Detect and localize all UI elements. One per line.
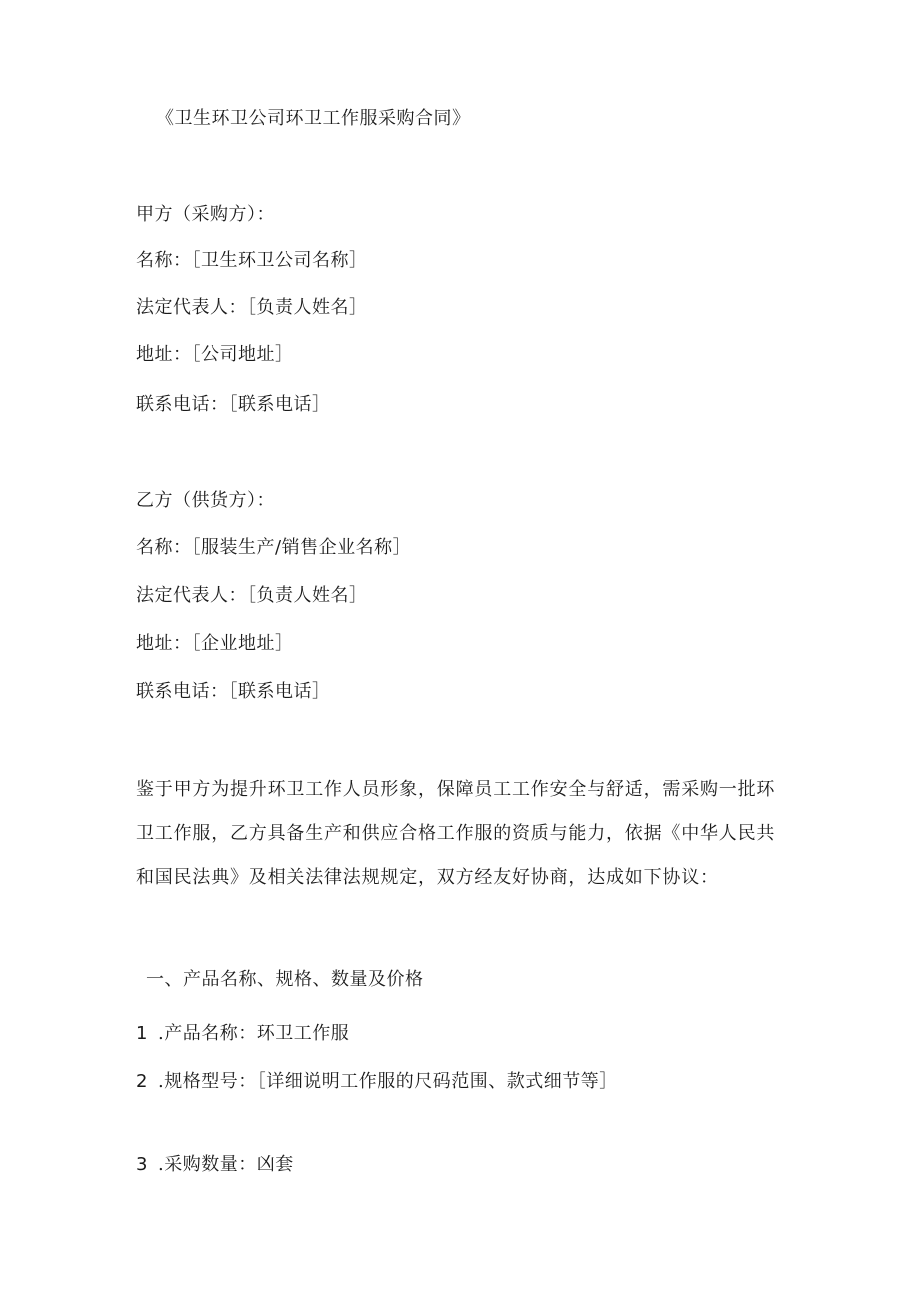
party-b-legal-rep: 法定代表人：［负责人姓名］ [136,585,368,606]
section-1-item [136,1070,618,1094]
party-a-legal-rep: 法定代表人：［负责人姓名］ [136,297,368,318]
party-b-phone: 联系电话：［联系电话］ [136,681,331,702]
party-a-phone: 联系电话：［联系电话］ [136,394,331,415]
section-1-item [136,1022,349,1046]
item-number: 3 [136,1154,148,1175]
item-text: .规格型号：［详细说明工作服的尺码范围、款式细节等］ [158,1071,618,1092]
preamble-paragraph: 鉴于甲方为提升环卫工作人员形象，保障员工工作安全与舒适，需采购一批环卫工作服，乙方具备生产和供应合格工作服的资质与能力，依据《中华人民共和国民法典》及相关法律法规规定，双方经友好协商，达成如下协议： [136,779,776,888]
party-a-heading: 甲方（采购方）： [136,204,275,225]
section-1-item [136,1153,294,1177]
party-b-heading: 乙方（供货方）： [136,490,275,511]
party-a-address: 地址：［公司地址］ [136,344,294,365]
document-title: 《卫生环卫公司环卫工作服采购合同》 [156,108,471,129]
section-1-heading: 一、产品名称、规格、数量及价格 [146,969,424,990]
party-a-name: 名称：［卫生环卫公司名称］ [136,250,368,271]
item-number: 2 [136,1071,148,1092]
item-number: 1 [136,1023,148,1044]
party-b-address: 地址：［企业地址］ [136,633,294,654]
item-text: .产品名称：环卫工作服 [158,1023,350,1044]
item-text: .采购数量：凶套 [158,1154,294,1175]
party-b-name: 名称：［服装生产/销售企业名称］ [136,537,412,558]
